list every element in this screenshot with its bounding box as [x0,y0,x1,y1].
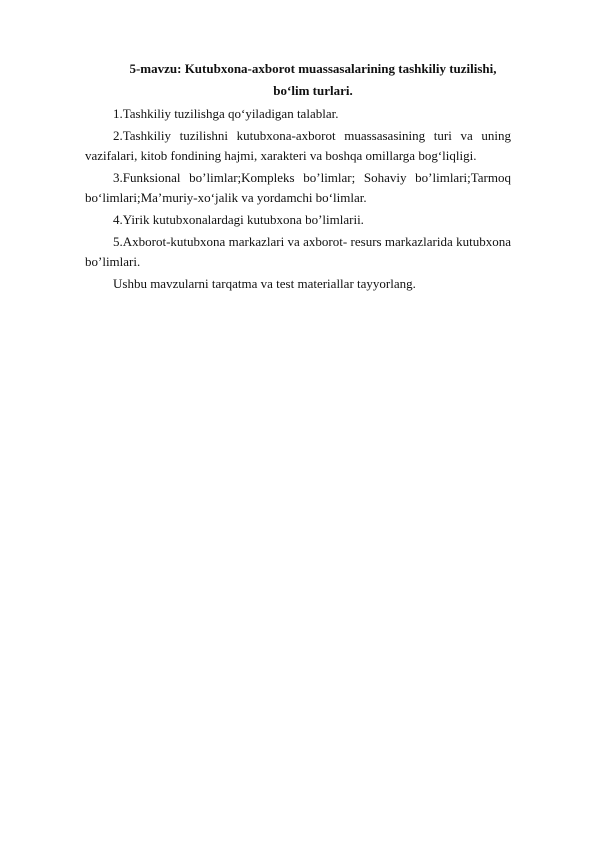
topic-item-5: 5.Axborot-kutubxona markazlari va axborot- resurs markazlarida kutubxona bo’limlari. [85,234,511,269]
topic-item-1: 1.Tashkiliy tuzilishga qo‘yiladigan talablar. [113,106,339,121]
topic-item-2: 2.Tashkiliy tuzilishni kutubxona-axborot muassasasining turi va uning vazifalari, kitob fondining hajmi, xarakteri va boshqa omillarga bog‘liqligi. [85,128,511,163]
document-body [85,58,511,296]
topic-item-3: 3.Funksional bo’limlar;Kompleks bo’limlar; Sohaviy bo’limlari;Tarmoq bo‘limlari;Ma’muriy-xo‘jalik va yordamchi bo‘limlar. [85,170,511,205]
topic-title-line-1: 5-mavzu: Kutubxona-axborot muassasalarining tashkiliy tuzilishi, [129,61,497,76]
topic-title [85,58,511,102]
assignment-instruction: Ushbu mavzularni tarqatma va test materiallar tayyorlang. [113,276,416,291]
topic-item-4: 4.Yirik kutubxonalardagi kutubxona bo’limlarii. [113,212,364,227]
topic-title-line-2: bo‘lim turlari. [273,83,353,98]
